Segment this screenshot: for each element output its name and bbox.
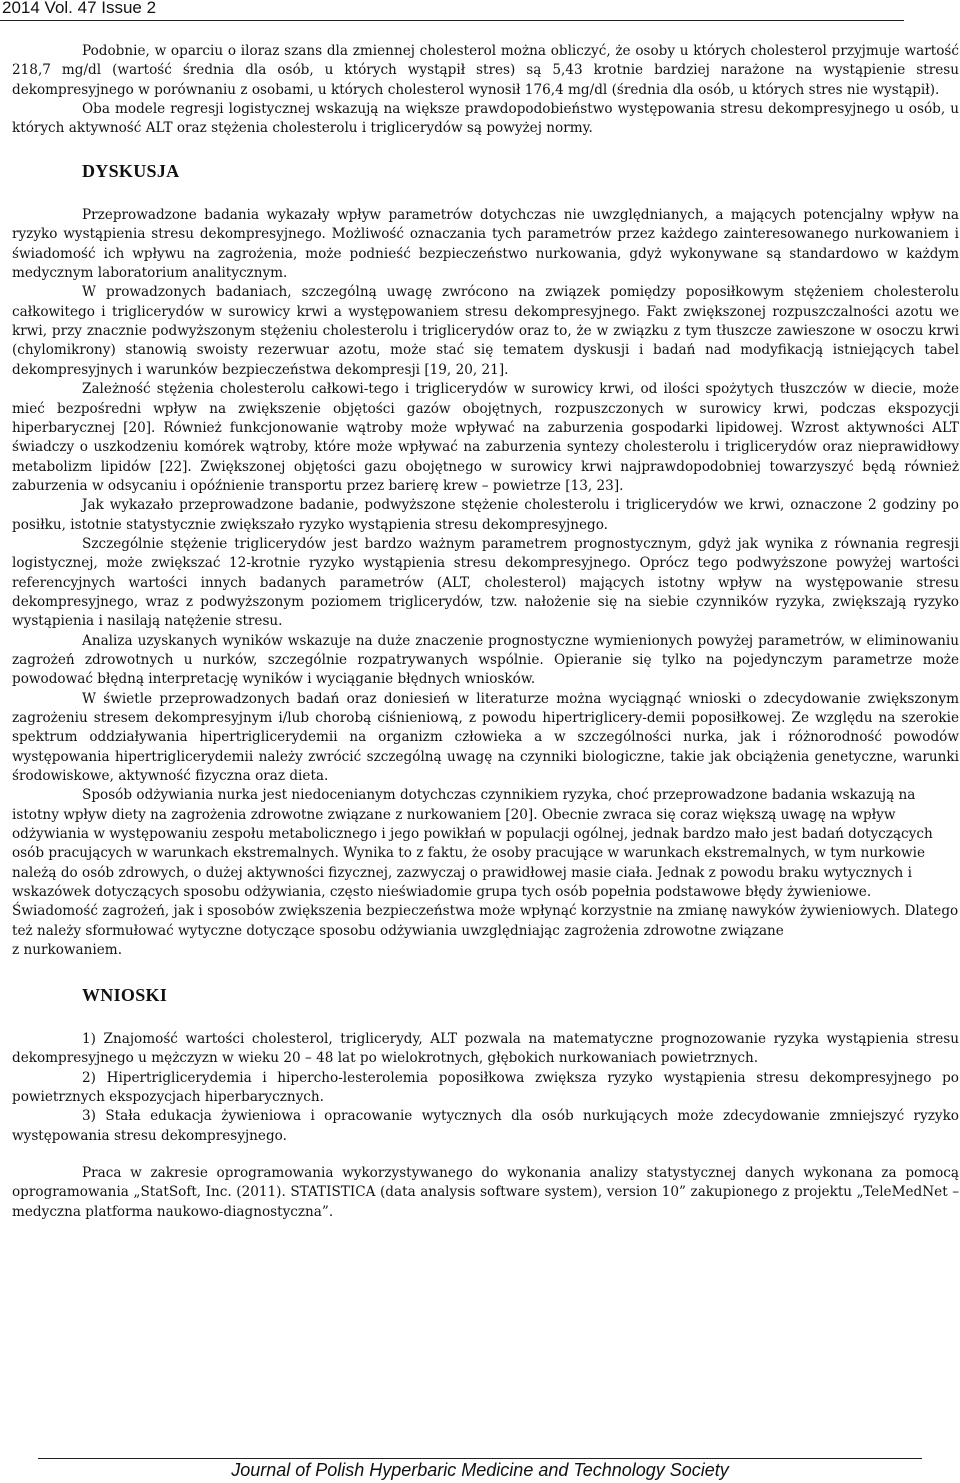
discussion-paragraph: Przeprowadzone badania wykazały wpływ parametrów dotychczas nie uwzględnianych, a mających potencjalny wpływ na ryzyko wystąpienia stresu dekompresyjnego. Możliwość oznaczania tych parametrów przez każdego zainteresowanego nurkowaniem i świadomość ich wpływu na zagrożenia, może podnieść bezpieczeństwo nurkowania, gdyż wykonywane są standardowo w każdym medycznym laboratorium analitycznym. — [12, 207, 959, 282]
discussion-paragraph: Szczególnie stężenie triglicerydów jest bardzo ważnym parametrem prognostycznym, gdyż jak wynika z równania regresji logistycznej, może zwiększać 12-krotnie ryzyko wystąpienia stresu dekompresyjnego. Oprócz tego podwyższone powyżej wartości referencyjnych wartości innych badanych parametrów (ALT, cholesterol) mających istotny wpływ na występowanie stresu dekompresyjnego, wraz z podwyższonym poziomem triglicerydów, tzw. nałożenie się na siebie czynników ryzyka, zwiększają ryzyko wystąpienia i nasilają natężenie stresu. — [12, 535, 959, 630]
results-paragraph-2: Oba modele regresji logistycznej wskazują na większe prawdopodobieństwo występowania stresu dekompresyjnego u osób, u których aktywność ALT oraz stężenia cholesterolu i triglicerydów są powyżej normy. — [12, 101, 959, 137]
discussion-paragraph: W świetle przeprowadzonych badań oraz doniesień w literaturze można wyciągnąć wnioski o zdecydowanie zwiększonym zagrożeniu stresem dekompresyjnym i/lub chorobą ciśnieniową, z powodu hipertriglicery-demii poposiłkowej. Ze względu na szerokie spektrum oddziaływania hipertriglicerydemii na organizm człowieka a w szczególności nurka, jak i różnorodność powodów występowania hipertriglicerydemii należy zwrócić szczególną uwagę na czynniki biologiczne, takie jak obciążenia genetyczne, warunki środowiskowe, aktywność fizyczna oraz dieta. — [12, 690, 959, 785]
discussion-paragraph: Sposób odżywiania nurka jest niedocenianym dotychczas czynnikiem ryzyka, choć przeprowadzone badania wskazują na istotny wpływ diety na zagrożenia zdrowotne związane z nurkowaniem [20]. Obecnie zwraca się coraz większą uwagę na wpływ odżywiania w występowaniu zespołu metabolicznego i jego powikłań w populacji ogólnej, jednak bardzo mało jest badań dotyczących osób pracujących w warunkach ekstremalnych. Wynika to z faktu, że osoby pracujące w warunkach ekstremalnych, w tym nurkowie należą do osób zdrowych, o dużej aktywności fizycznej, zazwyczaj o prawidłowej masie ciała. Jednak z powodu braku wytycznych i wskazówek dotyczących sposobu odżywiania, często nieświadomie grupa tych osób popełnia podstawowe błędy żywieniowe. Świadomość zagrożeń, jak i sposobów zwiększenia bezpieczeństwa może wpłynąć korzystnie na zmianę nawyków żywieniowych. Dlatego też należy sformułować wytyczne dotyczące sposobu odżywiania uwzględniając zagrożenia zdrowotne związane — [12, 787, 959, 939]
discussion-paragraph: W prowadzonych badaniach, szczególną uwagę zwrócono na związek pomiędzy poposiłkowym stężeniem cholesterolu całkowitego i triglicerydów w surowicy krwi a występowaniem stresu dekompresyjnego. Fakt zwiększonej rozpuszczalności azotu we krwi, przy znacznie podwyższonym stężeniu cholesterolu i triglicerydów oraz to, że w związku z tym tłuszcze zawieszone w osoczu krwi (chylomikrony) stanowią swoisty rezerwuar azotu, może stać się tematem dyskusji i badań nad modyfikacją istniejących tabel dekompresyjnych i warunków bezpieczeństwa dekompresji [19, 20, 21]. — [12, 284, 959, 378]
discussion-paragraph: Jak wykazało przeprowadzone badanie, podwyższone stężenie cholesterolu i triglicerydów we krwi, oznaczone 2 godziny po posiłku, istotnie statystycznie zwiększało ryzyko wystąpienia stresu dekompresyjnego. — [12, 497, 959, 533]
footer-divider — [38, 1458, 922, 1459]
conclusion-item: 3) Stała edukacja żywieniowa i opracowanie wytycznych dla osób nurkujących może zdecydowanie zmniejszyć ryzyko występowania stresu dekompresyjnego. — [12, 1108, 959, 1144]
discussion-paragraph: Analiza uzyskanych wyników wskazuje na duże znaczenie prognostyczne wymienionych powyżej parametrów, w eliminowaniu zagrożeń zdrowotnych u nurków, szczególnie rozpatrywanych wspólnie. Opieranie się tylko na pojedynczym parametrze może powodować błędną interpretację wyników i wyciąganie błędnych wniosków. — [12, 632, 959, 688]
discussion-last-line: z nurkowaniem. — [12, 942, 123, 959]
section-heading-discussion: DYSKUSJA — [82, 160, 180, 181]
conclusion-item: 2) Hipertriglicerydemia i hipercho-lesterolemia poposiłkowa zwiększa ryzyko wystąpienia stresu dekompresyjnego po powietrznych ekspozycjach hiperbarycznych. — [12, 1069, 959, 1105]
discussion-paragraph: Zależność stężenia cholesterolu całkowi-tego i triglicerydów w surowicy krwi, od ilości spożytych tłuszczów w diecie, może mieć bezpośredni wpływ na zwiększenie objętości gazów obojętnych, rozpuszczonych w surowicy krwi, podczas ekspozycji hiperbarycznej [20]. Również funkcjonowanie wątroby może wpływać na zaburzenia gospodarki lipidowej. Wzrost aktywności ALT świadczy o uszkodzeniu komórek wątroby, które może wpływać na zaburzenia syntezy cholesterolu i triglicerydów oraz nieprawidłowy metabolizm lipidów [22]. Zwiększonej objętości gazu obojętnego w surowicy krwi najprawdopodobniej towarzyszyć będą również zaburzenia w odsycaniu i opóźnienie transportu przez barierę krew – powietrze [13, 23]. — [12, 381, 959, 494]
issue-label: 2014 Vol. 47 Issue 2 — [2, 0, 157, 17]
journal-footer: Journal of Polish Hyperbaric Medicine and Technology Society — [231, 1460, 729, 1480]
spacer — [12, 1146, 959, 1164]
section-heading-conclusions: WNIOSKI — [82, 985, 168, 1006]
results-paragraph-1: Podobnie, w oparciu o iloraz szans dla zmiennej cholesterol można obliczyć, że osoby u których cholesterol przyjmuje wartość 218,7 mg/dl (wartość średnia dla osób, u których wystąpił stres) są 5,43 krotnie bardziej narażone na wystąpienie stresu dekompresyjnego w porównaniu z osobami, u których cholesterol wynosił 176,4 mg/dl (średnia dla osób, u których stres nie wystąpił). — [12, 43, 959, 98]
page-header — [0, 0, 904, 21]
conclusion-item: 1) Znajomość wartości cholesterol, triglicerydy, ALT pozwala na matematyczne prognozowanie ryzyka wystąpienia stresu dekompresyjnego u mężczyzn w wieku 20 – 48 lat po wielokrotnych, głębokich nurkowaniach powietrznych. — [12, 1030, 959, 1067]
acknowledgement-paragraph: Praca w zakresie oprogramowania wykorzystywanego do wykonania analizy statystycznej danych wykonana za pomocą oprogramowania „StatSoft, Inc. (2011). STATISTICA (data analysis software system), version 10” zakupionego z projektu „TeleMedNet – medyczna platforma naukowo-diagnostyczna”. — [12, 1164, 959, 1220]
article-body — [12, 42, 959, 1222]
